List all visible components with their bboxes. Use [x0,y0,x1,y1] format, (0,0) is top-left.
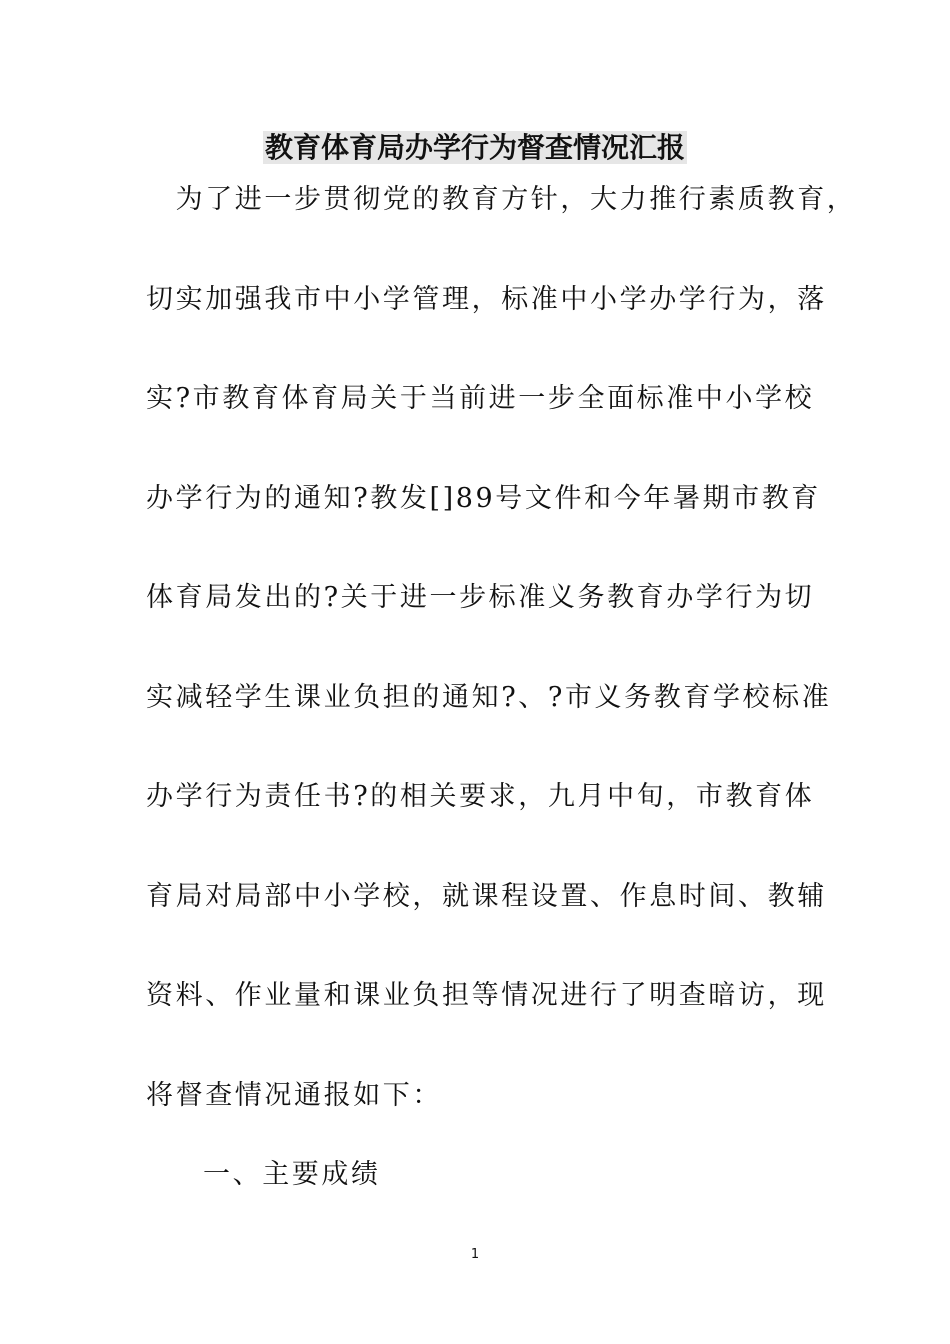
paragraph-line: 实减轻学生课业负担的通知?、?市义务教育学校标准 [146,682,832,713]
paragraph-line: 切实加强我市中小学管理，标准中小学办学行为，落 [146,284,827,315]
section-heading: 一、主要成绩 [203,1159,381,1190]
paragraph-line: 为了进一步贯彻党的教育方针，大力推行素质教育， [146,184,857,215]
paragraph-line: 将督查情况通报如下： [146,1080,442,1111]
paragraph-line: 实?市教育体育局关于当前进一步全面标准中小学校 [146,383,815,414]
paragraph-line: 育局对局部中小学校，就课程设置、作息时间、教辅 [146,881,827,912]
paragraph-line: 资料、作业量和课业负担等情况进行了明查暗访，现 [146,980,827,1011]
document-title-text: 教育体育局办学行为督查情况汇报 [264,131,685,164]
document-title [0,128,950,168]
paragraph-line: 办学行为的通知?教发[]89号文件和今年暑期市教育 [146,483,821,514]
paragraph-line: 办学行为责任书?的相关要求，九月中旬，市教育体 [146,781,815,812]
paragraph-line: 体育局发出的?关于进一步标准义务教育办学行为切 [146,582,815,613]
page-number: 1 [470,1247,480,1262]
